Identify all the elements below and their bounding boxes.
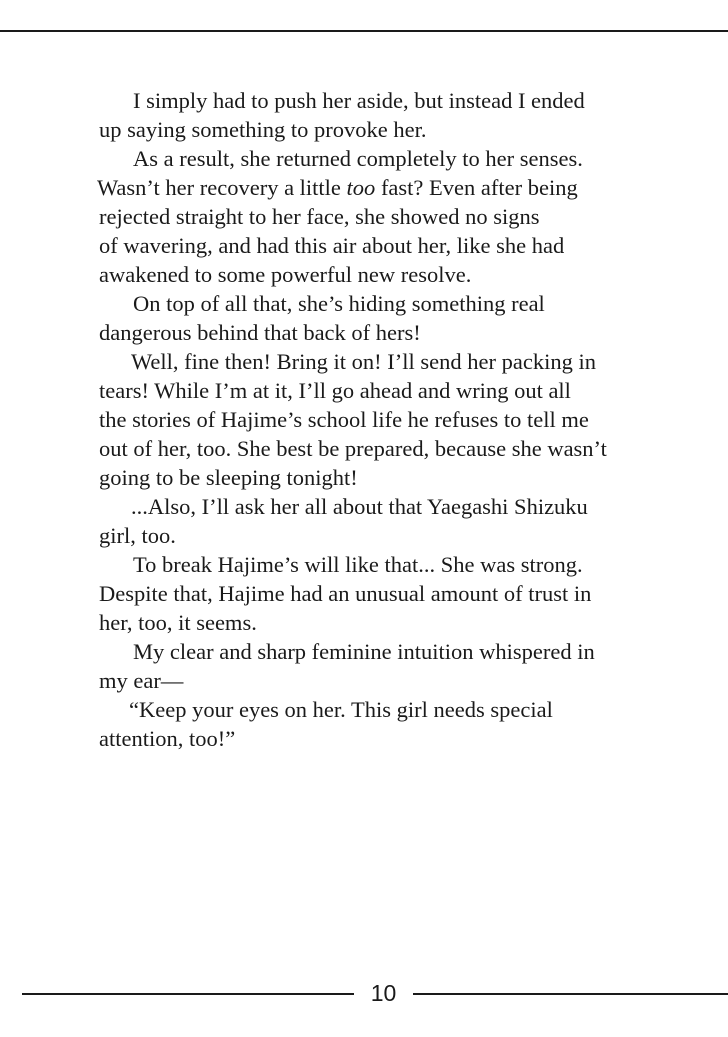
text-line: tears! While I’m at it, I’ll go ahead and wring out all (99, 378, 571, 403)
footer-rule-left (22, 993, 354, 995)
text-line: of wavering, and had this air about her, like she had (99, 233, 565, 258)
text-line: awakened to some powerful new resolve. (99, 262, 472, 287)
footer-rule-right (413, 993, 728, 995)
text-line: Well, fine then! Bring it on! I’ll send her packing in (131, 349, 596, 374)
text-line: ...Also, I’ll ask her all about that Yaegashi Shizuku (131, 494, 588, 519)
header-rule (0, 30, 728, 32)
text-line: attention, too!” (99, 726, 236, 751)
text-line: up saying something to provoke her. (99, 117, 427, 142)
text-line: my ear— (99, 668, 184, 693)
text-line: “Keep your eyes on her. This girl needs special (129, 697, 553, 722)
text-line: On top of all that, she’s hiding something real (133, 291, 545, 316)
text-line: Despite that, Hajime had an unusual amount of trust in (99, 581, 592, 606)
text-line: going to be sleeping tonight! (99, 465, 358, 490)
text-line: her, too, it seems. (99, 610, 257, 635)
text-line: out of her, too. She best be prepared, because she wasn’t (99, 436, 607, 461)
text-line: As a result, she returned completely to her senses. (133, 146, 583, 171)
text-line: girl, too. (99, 523, 176, 548)
page-number: 10 (370, 980, 397, 1006)
text-line: the stories of Hajime’s school life he refuses to tell me (99, 407, 589, 432)
emphasis-text: too (346, 175, 376, 200)
text-line: To break Hajime’s will like that... She was strong. (133, 552, 583, 577)
text-line: dangerous behind that back of hers! (99, 320, 421, 345)
text-line: I simply had to push her aside, but instead I ended (133, 88, 585, 113)
text-line: rejected straight to her face, she showed no signs (99, 204, 540, 229)
text-line: My clear and sharp feminine intuition whispered in (133, 639, 595, 664)
text-segment: fast? Even after being (375, 175, 578, 200)
text-line (97, 173, 578, 202)
text-segment: Wasn’t her recovery a little (97, 175, 347, 200)
